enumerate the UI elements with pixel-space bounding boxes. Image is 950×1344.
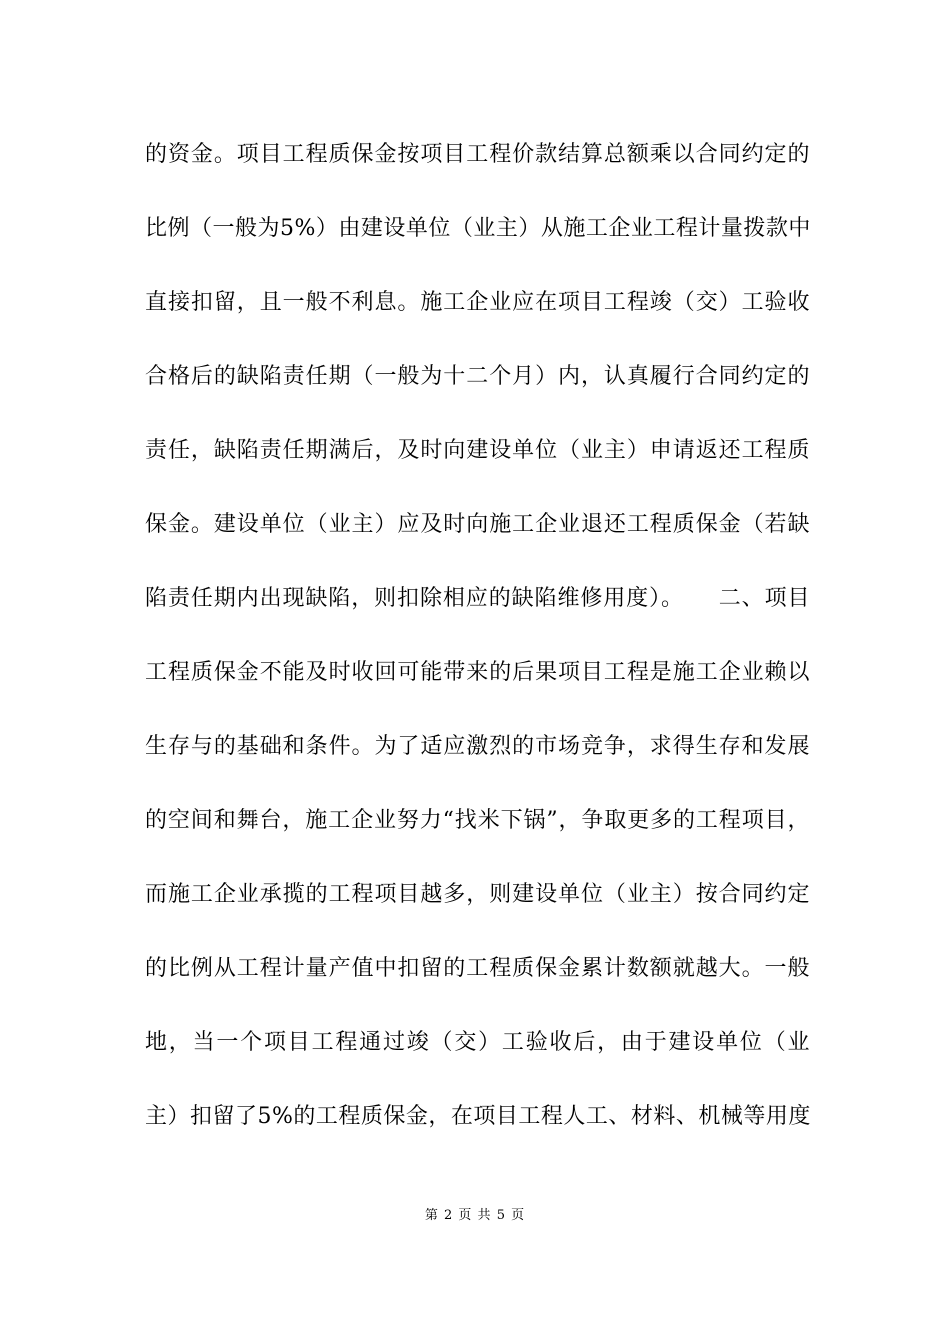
text-line: 生存与的基础和条件。为了适应激烈的市场竞争，求得生存和发展: [145, 734, 810, 759]
text-line: 合格后的缺陷责任期（一般为十二个月）内，认真履行合同约定的: [145, 364, 810, 389]
text-line: 的资金。项目工程质保金按项目工程价款结算总额乘以合同约定的: [145, 142, 810, 167]
text-line: 的比例从工程计量产值中扣留的工程质保金累计数额就越大。一般: [145, 956, 810, 981]
text-line: 直接扣留，且一般不利息。施工企业应在项目工程竣（交）工验收: [145, 290, 810, 315]
body-text: [145, 130, 810, 1166]
text-line: 而施工企业承揽的工程项目越多，则建设单位（业主）按合同约定: [145, 882, 810, 907]
text-line: 保金。建设单位（业主）应及时向施工企业退还工程质保金（若缺: [145, 512, 810, 537]
text-line: 比例（一般为5%）由建设单位（业主）从施工企业工程计量拨款中: [145, 216, 811, 241]
text-line: 的空间和舞台，施工企业努力“找米下锅”，争取更多的工程项目，: [145, 808, 810, 833]
text-line: 主）扣留了5%的工程质保金，在项目工程人工、材料、机械等用度: [145, 1104, 811, 1129]
text-line: 地，当一个项目工程通过竣（交）工验收后，由于建设单位（业: [145, 1030, 810, 1055]
text-line: 工程质保金不能及时收回可能带来的后果项目工程是施工企业赖以: [145, 660, 810, 685]
text-line: 陷责任期内出现缺陷，则扣除相应的缺陷维修用度）。 二、项目: [145, 586, 810, 611]
text-line: 责任，缺陷责任期满后，及时向建设单位（业主）申请返还工程质: [145, 438, 810, 463]
page-number-footer: 第 2 页 共 5 页: [424, 1208, 526, 1223]
